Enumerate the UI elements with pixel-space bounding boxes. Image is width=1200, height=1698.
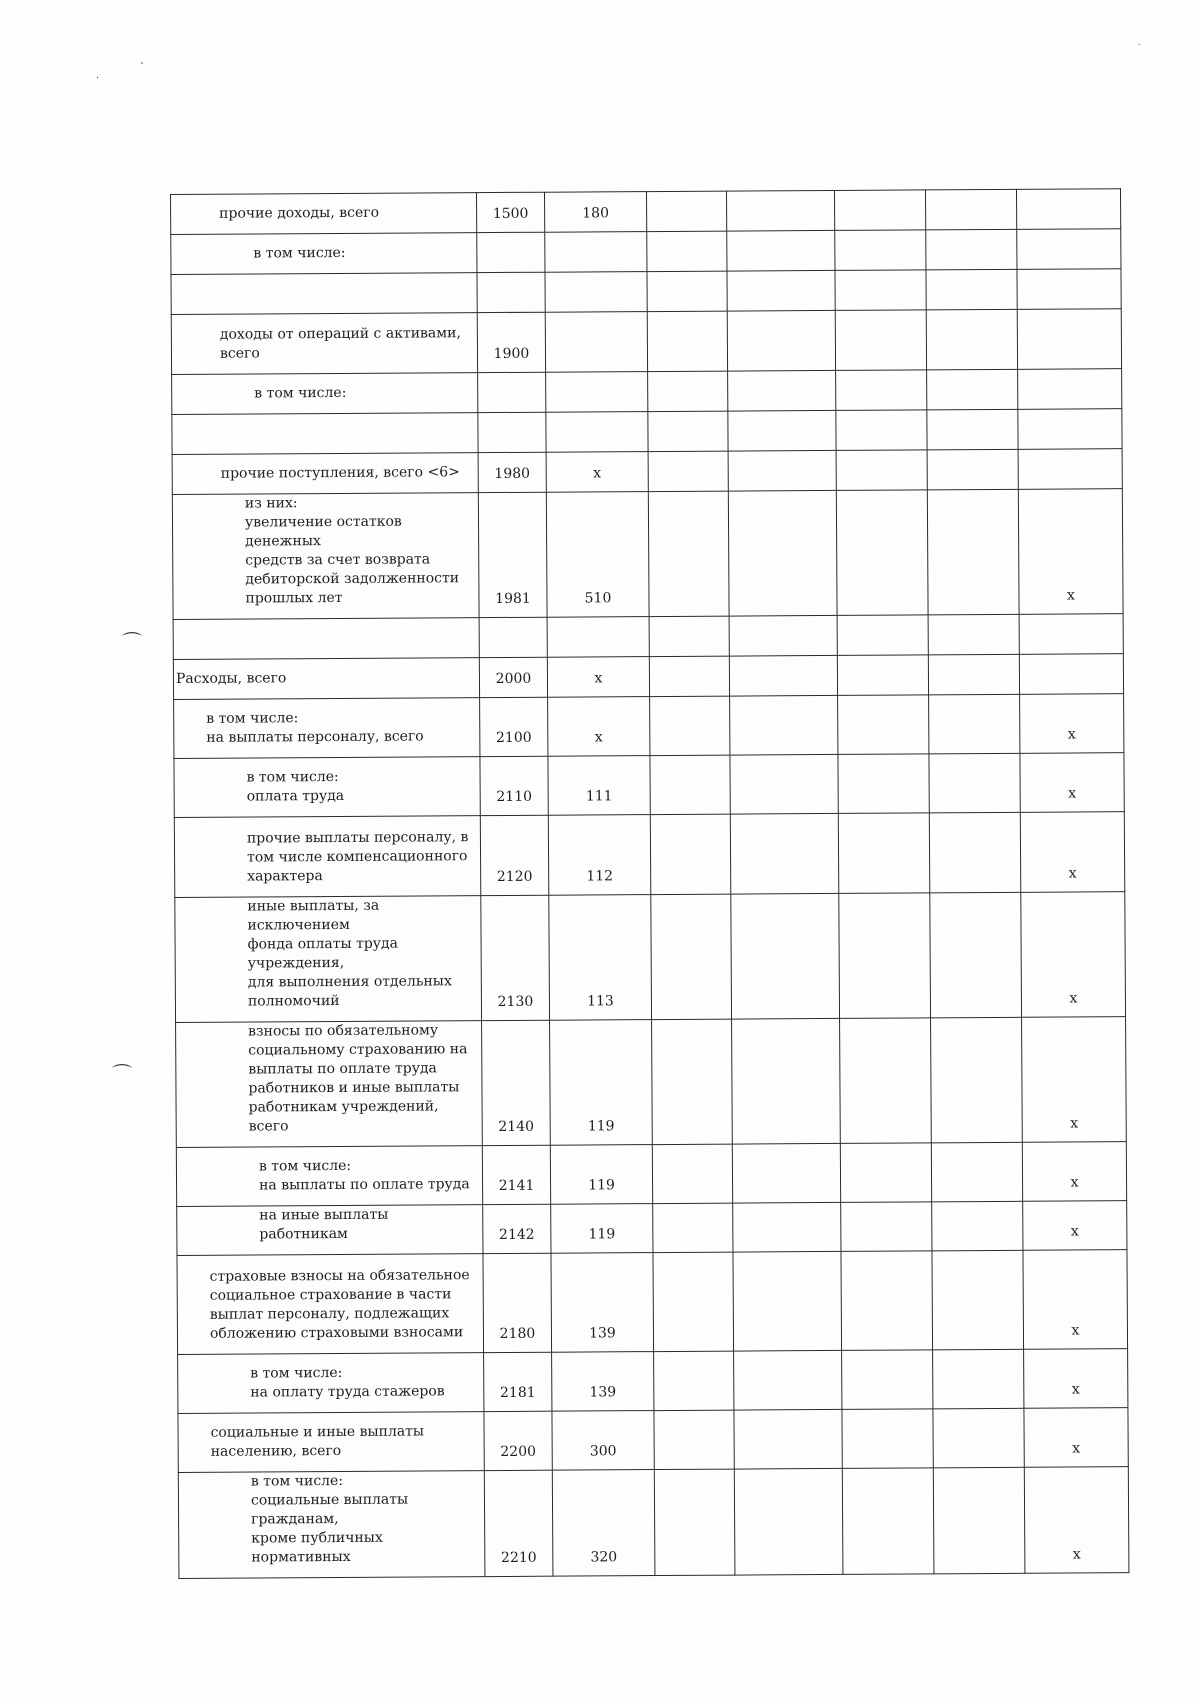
row-x-mark: х: [1022, 1142, 1126, 1202]
row-label: Расходы, всего: [173, 658, 479, 700]
empty-cell: [836, 450, 927, 491]
row-label: в том числе: на оплату труда стажеров: [178, 1353, 484, 1414]
row-kosgu-code: 180: [544, 192, 646, 233]
row-x-mark: [1019, 654, 1123, 695]
row-code: 1981: [478, 492, 547, 617]
table-row: [177, 1250, 1128, 1355]
row-label: в том числе: социальные выплаты гражданам, кроме публичных нормативных: [178, 1471, 485, 1579]
empty-cell: [730, 813, 838, 894]
empty-cell: [838, 813, 929, 894]
row-x-mark: х: [1020, 812, 1124, 893]
row-kosgu-code: х: [547, 657, 649, 698]
row-kosgu-code: 112: [548, 815, 650, 896]
row-kosgu-code: х: [546, 452, 648, 493]
empty-cell: [835, 270, 926, 311]
row-label: из них: увеличение остатков денежных средств за счет возврата дебиторской задолженности прошлых лет: [172, 493, 479, 620]
empty-cell: [930, 892, 1022, 1018]
row-x-mark: х: [1024, 1408, 1128, 1468]
empty-cell: [836, 410, 927, 451]
empty-cell: [928, 654, 1019, 695]
table-row: [177, 1201, 1127, 1256]
empty-cell: [648, 491, 729, 616]
empty-cell: [837, 655, 928, 696]
empty-cell: [653, 1203, 733, 1252]
row-x-mark: [1018, 449, 1122, 490]
row-label: в том числе: на выплаты персоналу, всего: [174, 698, 480, 759]
table-row: [171, 269, 1121, 315]
row-x-mark: х: [1024, 1349, 1128, 1409]
empty-cell: [933, 1467, 1025, 1574]
row-code: [478, 372, 546, 412]
empty-cell: [925, 189, 1016, 230]
row-label: взносы по обязательному социальному страхованию на выплаты по оплате труда работников и иные выплаты работникам учреждений, всего: [176, 1021, 483, 1148]
row-x-mark: [1018, 409, 1122, 450]
row-code: [477, 232, 545, 272]
row-x-mark: х: [1021, 892, 1126, 1018]
table-row: [172, 489, 1123, 620]
row-code: 2141: [482, 1145, 550, 1204]
row-x-mark: х: [1024, 1467, 1129, 1574]
row-kosgu-code: 320: [552, 1470, 655, 1577]
empty-cell: [728, 490, 837, 616]
table-row: [178, 1408, 1128, 1473]
row-code: 2180: [483, 1253, 552, 1352]
empty-cell: [732, 1143, 840, 1203]
table-row: [171, 189, 1121, 235]
row-label: прочие поступления, всего <6>: [172, 453, 478, 495]
empty-cell: [730, 695, 838, 755]
row-code: [478, 412, 546, 452]
row-kosgu-code: 139: [552, 1352, 654, 1412]
table-row: [176, 1017, 1127, 1148]
row-code: 2210: [484, 1470, 553, 1576]
row-code: 2140: [482, 1020, 551, 1145]
row-kosgu-code: 119: [551, 1204, 653, 1254]
empty-cell: [836, 370, 927, 411]
table-row: [173, 614, 1123, 660]
empty-cell: [652, 1144, 732, 1203]
table-row: [172, 409, 1122, 455]
empty-cell: [926, 269, 1017, 310]
row-x-mark: х: [1020, 694, 1124, 754]
table-row: [178, 1349, 1128, 1414]
empty-cell: [727, 310, 835, 371]
empty-cell: [836, 490, 928, 616]
table-row: [172, 449, 1122, 495]
empty-cell: [726, 190, 834, 231]
row-label: иные выплаты, за исключением фонда оплаты труда учреждения, для выполнения отдельных полномочий: [175, 896, 482, 1023]
row-kosgu-code: [546, 412, 648, 453]
row-x-mark: [1019, 614, 1123, 655]
empty-cell: [727, 230, 835, 271]
empty-cell: [653, 1252, 734, 1351]
row-label: прочие доходы, всего: [171, 193, 477, 235]
empty-cell: [932, 1250, 1024, 1350]
empty-cell: [926, 229, 1017, 270]
table-row: [176, 1142, 1126, 1207]
empty-cell: [647, 311, 727, 371]
empty-cell: [648, 411, 728, 451]
empty-cell: [840, 1018, 932, 1144]
row-label: страховые взносы на обязательное социальное страхование в части выплат персоналу, подлежащих обложению страховыми взносами: [177, 1254, 484, 1355]
empty-cell: [727, 270, 835, 311]
row-kosgu-code: 111: [548, 756, 650, 816]
empty-cell: [654, 1351, 734, 1410]
empty-cell: [654, 1410, 734, 1469]
empty-cell: [931, 1017, 1023, 1143]
empty-cell: [728, 410, 836, 451]
row-x-mark: х: [1023, 1250, 1128, 1350]
empty-cell: [734, 1468, 843, 1575]
empty-cell: [647, 271, 727, 311]
row-x-mark: [1016, 189, 1120, 230]
empty-cell: [927, 409, 1018, 450]
empty-cell: [931, 1142, 1022, 1202]
table-row: [174, 694, 1124, 759]
empty-cell: [728, 370, 836, 411]
empty-cell: [834, 190, 925, 231]
empty-cell: [650, 755, 730, 814]
row-x-mark: [1017, 229, 1121, 270]
row-x-mark: [1017, 269, 1121, 310]
row-code: 1900: [477, 312, 545, 372]
empty-cell: [733, 1202, 841, 1252]
plan-table: [170, 188, 1129, 1579]
row-kosgu-code: 119: [550, 1020, 653, 1146]
row-code: 2000: [479, 657, 547, 697]
hole-punch-mark: ⌒: [122, 630, 142, 654]
row-label: социальные и иные выплаты населению, всего: [178, 1412, 484, 1473]
table-row: [175, 892, 1126, 1023]
row-x-mark: [1017, 309, 1121, 370]
empty-cell: [838, 754, 929, 814]
row-code: 2130: [481, 895, 550, 1020]
row-code: 2110: [480, 756, 548, 815]
row-label: на иные выплаты работникам: [177, 1205, 483, 1256]
empty-cell: [650, 814, 730, 894]
empty-cell: [648, 451, 728, 491]
row-code: 2181: [484, 1352, 552, 1411]
row-code: 2142: [483, 1204, 551, 1253]
row-label: в том числе:: [172, 373, 478, 415]
row-label: [171, 273, 477, 315]
table-row: [178, 1467, 1129, 1579]
empty-cell: [835, 230, 926, 271]
table-row: [172, 369, 1122, 415]
empty-cell: [933, 1408, 1024, 1468]
row-kosgu-code: [545, 272, 647, 313]
empty-cell: [840, 1143, 931, 1203]
empty-cell: [927, 369, 1018, 410]
row-code: 1500: [476, 192, 544, 232]
row-kosgu-code: 119: [550, 1145, 652, 1205]
row-kosgu-code: [545, 232, 647, 273]
empty-cell: [842, 1468, 934, 1575]
row-code: 1980: [478, 452, 546, 492]
empty-cell: [651, 894, 732, 1019]
empty-cell: [927, 449, 1018, 490]
empty-cell: [837, 615, 928, 656]
empty-cell: [732, 1018, 841, 1144]
row-label: в том числе: оплата труда: [174, 757, 480, 818]
row-kosgu-code: 113: [549, 895, 652, 1021]
table-row: [174, 753, 1124, 818]
scan-speck: .: [1138, 38, 1141, 47]
empty-cell: [730, 754, 838, 814]
row-kosgu-code: 300: [552, 1411, 654, 1471]
empty-cell: [928, 614, 1019, 655]
empty-cell: [932, 1201, 1023, 1251]
row-x-mark: х: [1020, 753, 1124, 813]
row-label: доходы от операций с активами, всего: [171, 313, 477, 375]
empty-cell: [929, 694, 1020, 754]
empty-cell: [929, 753, 1020, 813]
row-label: прочие выплаты персоналу, в том числе компенсационного характера: [174, 816, 480, 898]
table-row: [173, 654, 1123, 700]
empty-cell: [841, 1251, 933, 1351]
row-code: [479, 617, 547, 657]
row-kosgu-code: 139: [551, 1253, 654, 1353]
table-row: [174, 812, 1124, 898]
row-label: в том числе: на выплаты по оплате труда: [176, 1146, 482, 1207]
empty-cell: [926, 309, 1017, 370]
row-kosgu-code: [545, 312, 647, 373]
empty-cell: [650, 696, 730, 755]
empty-cell: [654, 1469, 735, 1575]
empty-cell: [731, 893, 840, 1019]
empty-cell: [648, 371, 728, 411]
empty-cell: [841, 1202, 932, 1252]
row-code: [477, 272, 545, 312]
empty-cell: [647, 231, 727, 271]
empty-cell: [734, 1409, 842, 1469]
row-label: в том числе:: [171, 233, 477, 275]
empty-cell: [839, 893, 931, 1019]
empty-cell: [927, 489, 1019, 615]
table-row: [171, 229, 1121, 275]
row-kosgu-code: [546, 372, 648, 413]
row-kosgu-code: 510: [546, 492, 649, 618]
row-label: [173, 618, 479, 660]
empty-cell: [842, 1350, 933, 1410]
row-code: 2100: [480, 697, 548, 756]
empty-cell: [842, 1409, 933, 1469]
empty-cell: [835, 310, 926, 371]
empty-cell: [734, 1350, 842, 1410]
empty-cell: [646, 191, 726, 231]
hole-punch-mark: ⌒: [112, 1062, 132, 1086]
row-code: 2200: [484, 1411, 552, 1470]
empty-cell: [729, 615, 837, 656]
row-label: [172, 413, 478, 455]
row-kosgu-code: х: [548, 697, 650, 757]
row-x-mark: х: [1022, 1017, 1127, 1143]
empty-cell: [649, 616, 729, 656]
row-code: 2120: [480, 815, 548, 895]
empty-cell: [729, 655, 837, 696]
empty-cell: [929, 812, 1020, 893]
empty-cell: [933, 1349, 1024, 1409]
scan-speck: `: [140, 62, 145, 73]
row-kosgu-code: [547, 617, 649, 658]
empty-cell: [733, 1251, 842, 1351]
empty-cell: [649, 656, 729, 696]
row-x-mark: х: [1018, 489, 1123, 615]
plan-table-body: [171, 189, 1129, 1579]
empty-cell: [652, 1019, 733, 1144]
row-x-mark: [1018, 369, 1122, 410]
empty-cell: [838, 695, 929, 755]
empty-cell: [728, 450, 836, 491]
row-x-mark: х: [1023, 1201, 1127, 1251]
scan-speck: .: [96, 70, 100, 81]
table-row: [171, 309, 1121, 375]
